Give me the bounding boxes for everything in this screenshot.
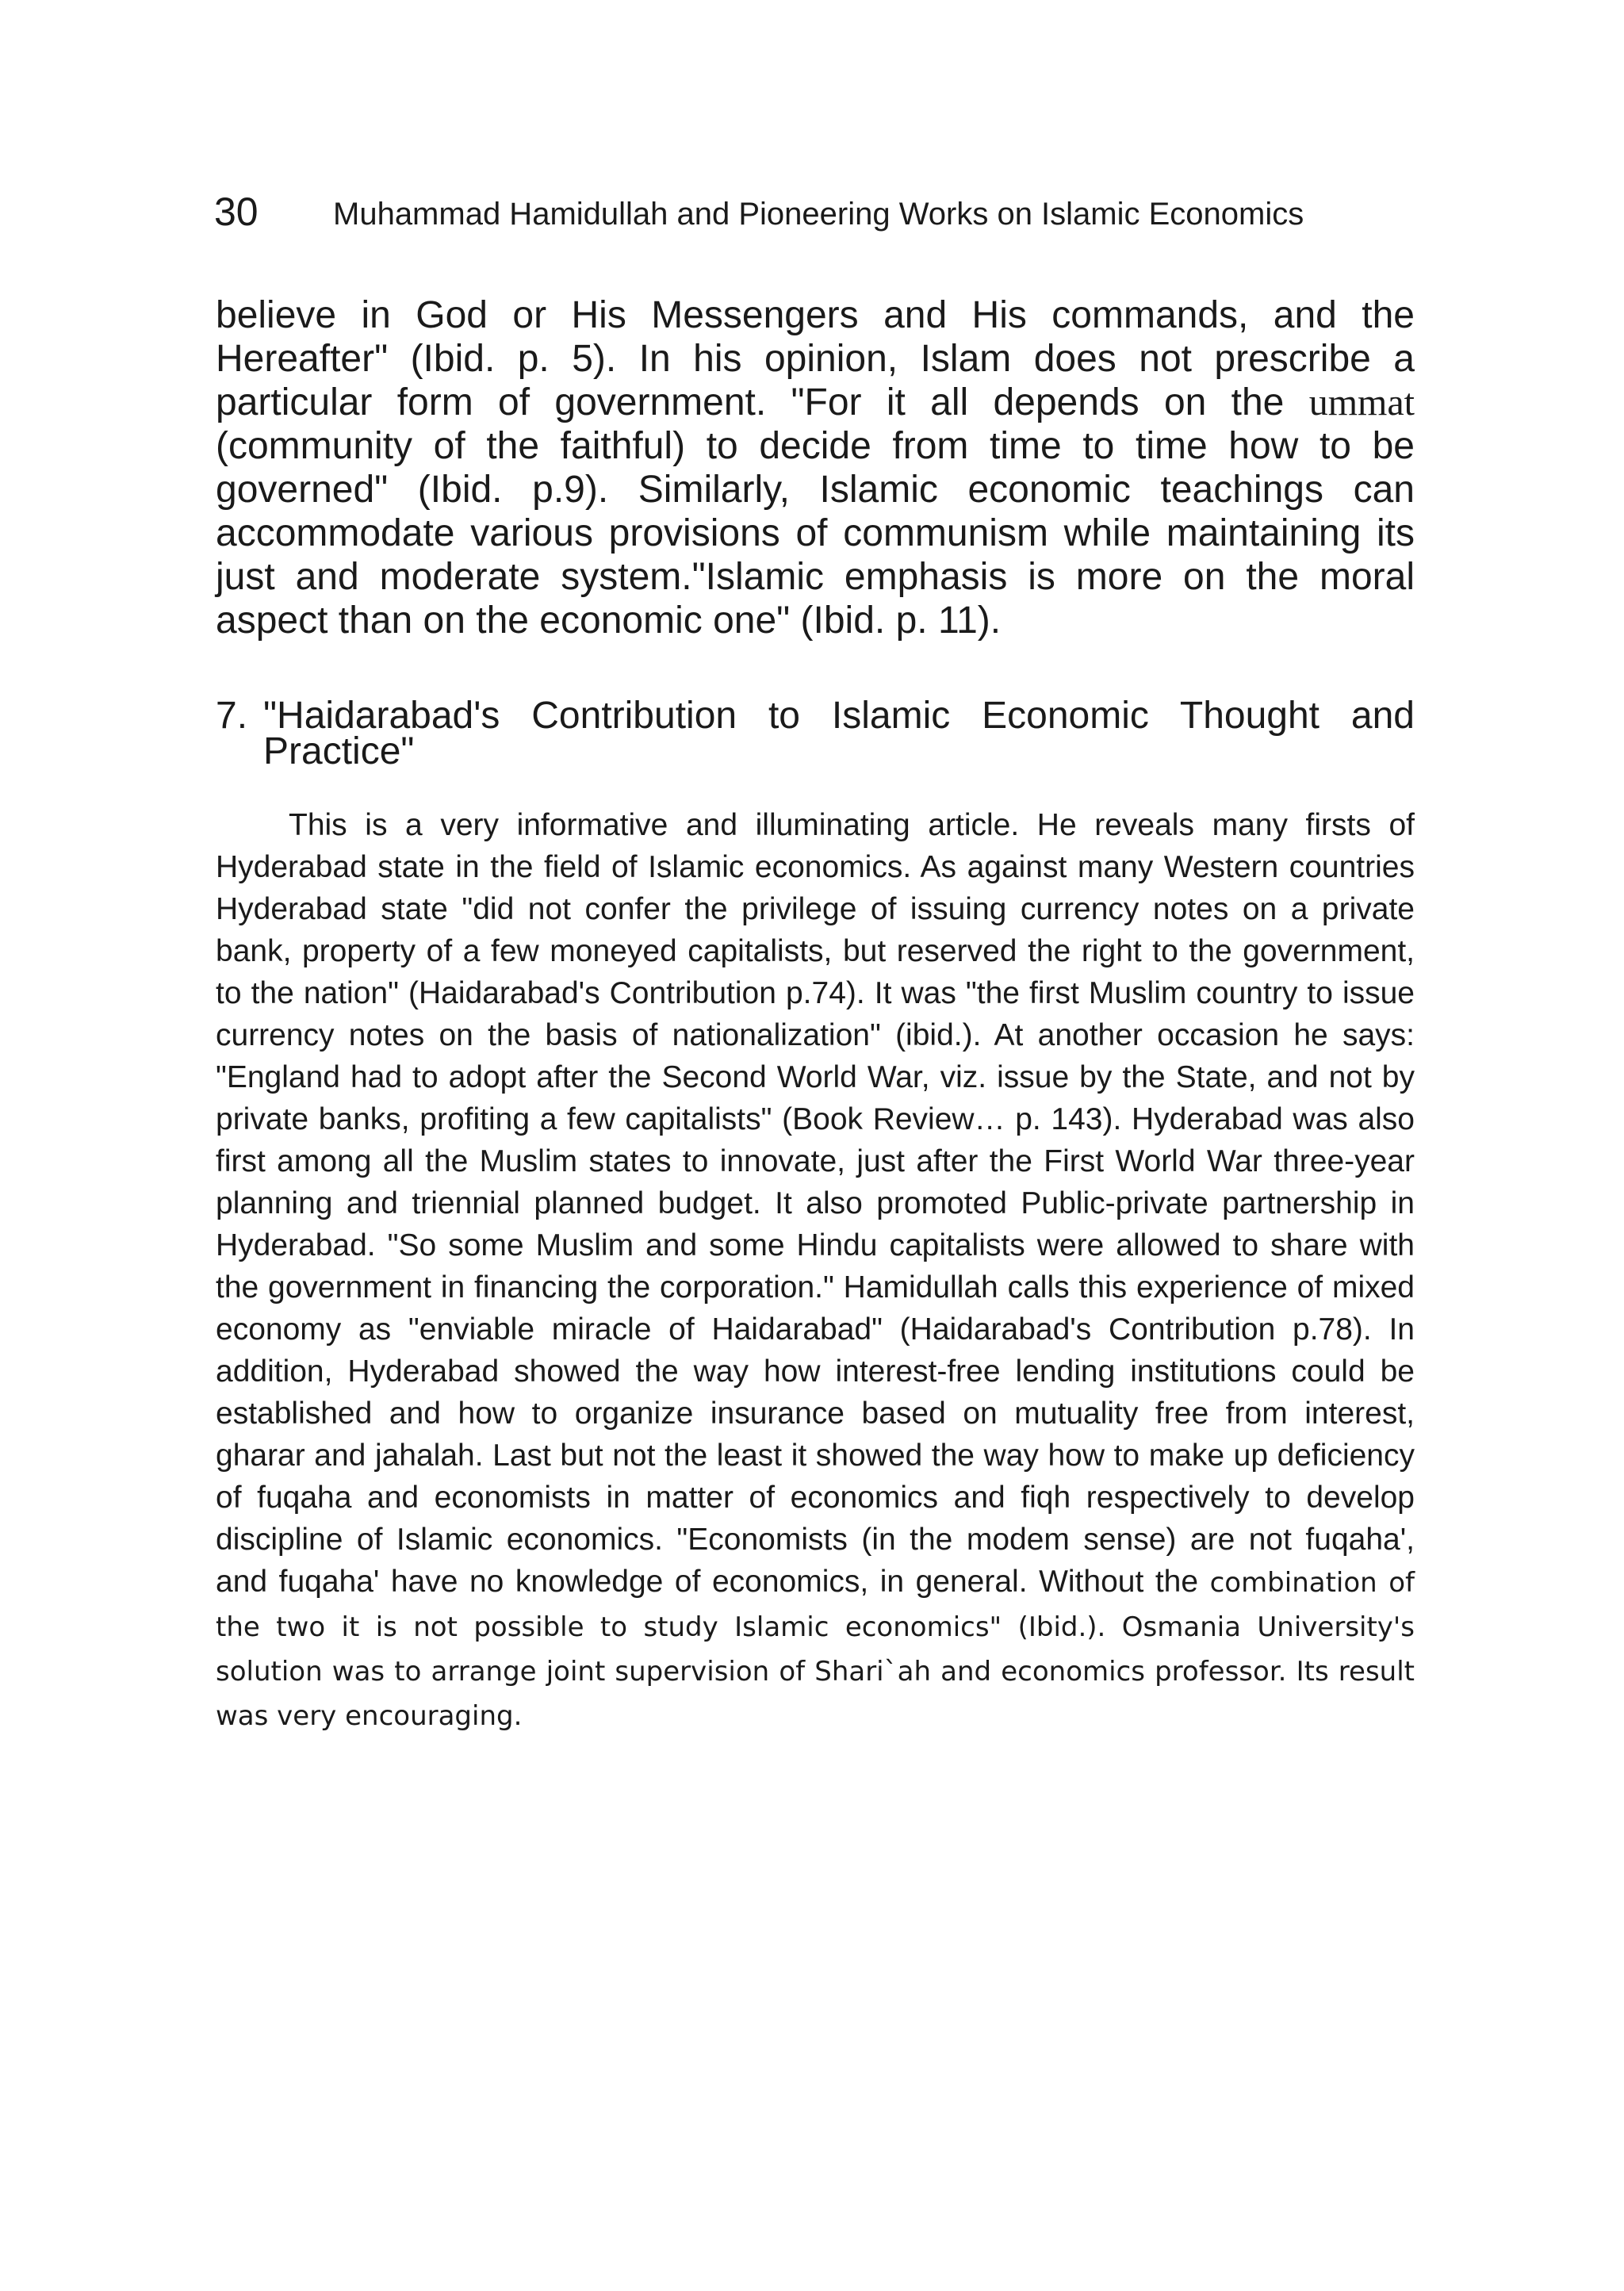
paragraph-body-main: This is a very informative and illuminating article. He reveals many firsts of Hyderabad state in the field of Islamic economics. As against many Western countries Hyderabad state "did not confer the privilege of issuing currency notes on a private bank, property of a few moneyed capitalists, but reserved the right to the government, to the nation" (Haidarabad's Contribution p.74). It was "the first Muslim country to issue currency notes on the basis of nationalization" (ibid.). At another occasion he says: "England had to adopt after the Second World War, viz. issue by the State, and not by private banks, profiting a few capitalists" (Book Review… p. 143). Hyderabad was also first among all the Muslim states to innovate, just after the First World War three-year planning and triennial planned budget. It also promoted Public-private partnership in Hyderabad. "So some Muslim and some Hindu capitalists were allowed to share with the government in financing the corporation." Hamidullah calls this experience of mixed economy as "enviable miracle of Haidarabad" (Haidarabad's Contribution p.78). In addition, Hyderabad showed the way how interest-free lending institutions could be established and how to organize insurance based on mutuality free from interest, gharar and jahalah. Last but not the least it showed the way how to make up deficiency of fuqaha and economists in matter of economics and fiqh respectively to develop discipline of Islamic economics. "Economists (in the modem sense) are not fuqaha', and fuqaha' have no knowledge of economics, in general. Without the [216,808,1415,1599]
paragraph-intro-text-before: believe in God or His Messengers and His commands, and the Hereafter" (Ibid. p. 5). In his opinion, Islam does not prescribe a particular form of government. "For it all depends on the [216,294,1415,423]
section-title: "Haidarabad's Contribution to Islamic Economic Thought and Practice" [263,695,1415,772]
paragraph-intro-text-after: (community of the faithful) to decide from time to time how to be governed" (Ibid. p.9). Similarly, Islamic economic teachings can accommodate various provisions of communism while maintaining its just and moderate system."Islamic emphasis is more on the moral aspect than on the economic one" (Ibid. p. 11). [216,425,1415,642]
section-heading [216,695,1415,772]
term-ummat: ummat [1308,381,1415,423]
paragraph-body-tail: combination of the two it is not possible to study Islamic economics" (Ibid.). Osmania University's solution was to arrange joint supervision of Shari`ah and economics professor. Its result was very encouraging. [216,1567,1415,1732]
page-number: 30 [214,190,259,234]
paragraph-intro [216,293,1415,642]
page-header [214,184,1419,239]
paragraph-body [216,804,1415,1738]
running-title: Muhammad Hamidullah and Pioneering Works on Islamic Economics [333,197,1304,232]
section-number: 7. [216,695,248,737]
